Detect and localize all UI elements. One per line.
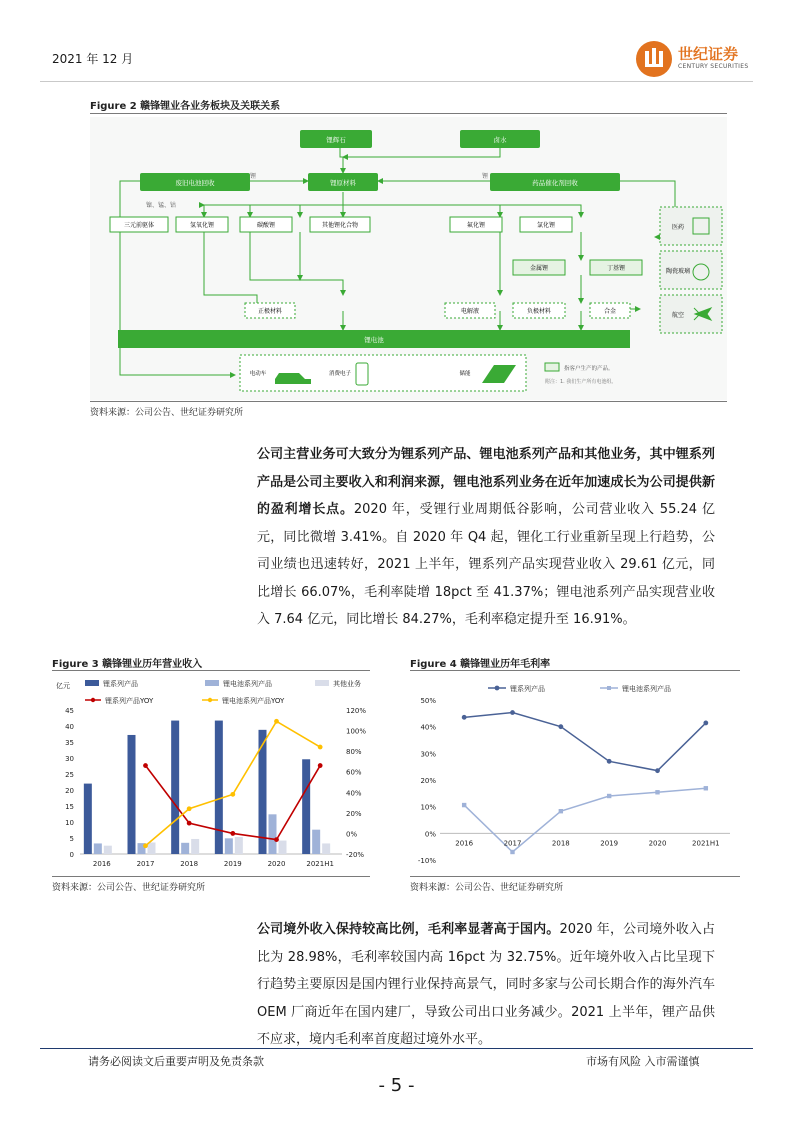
- figure-4-source: 资料来源：公司公告、世纪证券研究所: [410, 883, 564, 893]
- legend-note: 附注：1. 我们生产所有电池组。: [545, 379, 617, 385]
- node-butyllithium-label: 丁基锂: [606, 265, 626, 272]
- fig3-bar: [235, 837, 243, 854]
- fig4-xtick: 2021H1: [692, 839, 720, 848]
- side-panel-pharma: [660, 207, 722, 245]
- fig3-legend: [85, 679, 361, 705]
- figure-4-title: Figure 4 赣锋锂业历年毛利率: [410, 659, 551, 670]
- fig3-ytick-right: 0%: [346, 830, 358, 839]
- footer-risk-note: 市场有风险 入市需谨慎: [586, 1055, 700, 1068]
- footer-disclaimer: 请务必阅读文后重要声明及免责条款: [88, 1055, 264, 1068]
- paragraph-overseas-text: 2020 年，公司境外收入占比为 28.98%，毛利率较国内高 16pct 为 32.75%。近年境外收入占比呈现下行趋势主要原因是国内锂行业保持高景气，同时多家与公司长期合作的海外汽车 OEM 厂商近年在国内建厂，导致公司出口业务减少。2021 上半年，锂产品供不应求，境内毛利率首度超过境外水平。: [257, 922, 715, 1047]
- fig3-point: [274, 837, 279, 842]
- fig4-legend-label: 锂系列产品: [510, 685, 545, 693]
- fig3-point: [318, 763, 323, 768]
- fig3-ytick-left: 20: [65, 787, 74, 795]
- paragraph-main-business-text: 2020 年，受锂行业周期低谷影响，公司营业收入 55.24 亿元，同比微增 3.41%。自 2020 年 Q4 起，锂化工行业重新呈现上行趋势，公司业绩也迅速转好，2021 上半年，锂系列产品实现营业收入 29.61 亿元，同比增长 66.07%，毛利率陡增 18pct 至 41.37%；锂电池系列产品实现营业收入 7.64 亿元，同比增长 84.27%，毛利率稳定提升至 16.91%。: [257, 502, 715, 627]
- fig3-xtick: 2016: [92, 860, 111, 868]
- fig3-ytick-left: 30: [65, 755, 74, 763]
- fig4-point: [558, 724, 563, 729]
- fig3-bar: [302, 759, 310, 854]
- fig3-legend-label: 其他业务: [333, 680, 361, 688]
- logo-text-en: CENTURY SECURITIES: [678, 63, 749, 70]
- node-other-li-label: 其他锂化合物: [321, 222, 359, 229]
- node-li-metal-label: 金属锂: [529, 265, 549, 272]
- side-panels: [660, 207, 722, 333]
- paragraph-main-business: [257, 441, 715, 634]
- fig4-point: [462, 715, 467, 720]
- paragraph-overseas-bold: 公司境外收入保持较高比例，毛利率显著高于国内。: [257, 922, 560, 937]
- edge-label-li-2: 锂: [482, 173, 489, 180]
- fig4-point: [607, 759, 612, 764]
- fig4-legend-label: 锂电池系列产品: [622, 685, 671, 693]
- legend-swatch: [545, 363, 559, 371]
- fig4-xtick: 2018: [551, 839, 570, 848]
- fig3-ytick-right: 60%: [346, 768, 362, 777]
- fig3-bar: [84, 784, 92, 854]
- legend-text: 指客户生产的产品。: [564, 366, 614, 372]
- figure-4-chart: [410, 672, 740, 874]
- fig3-point: [230, 792, 235, 797]
- company-logo: [636, 41, 756, 81]
- node-battery-label: 锂电池: [364, 336, 384, 344]
- fig4-ytick: 40%: [420, 723, 436, 732]
- node-lithium-material-label: 锂原材料: [330, 179, 356, 187]
- side-label-aero: 航空: [671, 312, 685, 319]
- edge-label-ni-co-mn: 镍、锰、钴: [146, 202, 177, 209]
- figure-4-top-rule: [410, 670, 740, 671]
- fig3-point: [187, 806, 192, 811]
- fig3-bar: [181, 843, 189, 854]
- fig3-point: [230, 831, 235, 836]
- fig3-ytick-right: 100%: [346, 727, 367, 736]
- header-date: 2021 年 12 月: [52, 52, 134, 66]
- fig3-legend-swatch: [85, 680, 99, 686]
- fig4-point: [704, 786, 708, 790]
- fig4-ytick: 10%: [420, 803, 436, 812]
- figure-4-bottom-rule: [410, 876, 740, 877]
- fig3-ytick-left: 10: [65, 819, 74, 827]
- fig4-line: [464, 788, 706, 852]
- node-li2co3-label: 碳酸锂: [256, 222, 276, 229]
- fig4-point: [655, 768, 660, 773]
- fig4-legend-marker: [607, 686, 611, 690]
- fig3-xtick: 2021H1: [306, 860, 334, 868]
- fig3-xtick: 2017: [136, 860, 155, 868]
- fig4-point: [510, 710, 515, 715]
- figure-2-source: 资料来源：公司公告、世纪证券研究所: [90, 408, 244, 418]
- fig4-point: [703, 721, 708, 726]
- fig3-ytick-left: 40: [65, 723, 74, 731]
- fig4-point: [607, 794, 611, 798]
- fig4-xtick: 2019: [600, 839, 619, 848]
- side-label-glass: 陶瓷玻璃: [665, 268, 691, 275]
- fig4-xtick: 2016: [455, 839, 474, 848]
- header-divider: [40, 81, 753, 82]
- node-lif-label: 氟化锂: [466, 222, 486, 229]
- fig3-ytick-left: 25: [65, 771, 74, 779]
- fig3-ytick-left: 0: [69, 851, 74, 859]
- node-electrolyte-label: 电解液: [460, 308, 480, 315]
- fig3-legend-label: 锂电池系列产品: [223, 680, 272, 688]
- fig3-bar: [148, 842, 156, 854]
- fig3-ytick-left: 15: [65, 803, 74, 811]
- figure-3-top-rule: [52, 670, 370, 671]
- fig4-legend-marker: [495, 686, 500, 691]
- fig3-legend-dot: [208, 698, 212, 702]
- fig3-bar: [104, 846, 112, 854]
- fig4-ytick: -10%: [417, 857, 436, 865]
- node-lioh-label: 氢氧化锂: [189, 222, 215, 229]
- fig3-legend-dot: [91, 698, 95, 702]
- fig3-ytick-left: 45: [65, 707, 74, 715]
- fig4-ytick: 30%: [420, 750, 436, 759]
- edge-label-li-1: 锂: [250, 173, 257, 180]
- node-cathode-label: 正极材料: [257, 308, 283, 315]
- fig3-bar: [171, 721, 179, 854]
- footer-divider: [40, 1048, 753, 1049]
- fig3-point: [274, 719, 279, 724]
- fig3-xtick: 2019: [223, 860, 242, 868]
- fig3-bar: [128, 735, 136, 854]
- fig3-bar: [191, 839, 199, 854]
- fig3-point: [143, 763, 148, 768]
- fig3-legend-label: 锂系列产品YOY: [105, 697, 154, 705]
- node-brine-label: 卤水: [493, 136, 507, 144]
- fig3-legend-label: 锂系列产品: [103, 680, 138, 688]
- node-ternary-label: 三元前驱体: [123, 222, 155, 229]
- fig3-unit-label: 亿元: [56, 682, 70, 690]
- figure-3-bottom-rule: [52, 876, 370, 877]
- fig3-point: [318, 745, 323, 750]
- fig3-bar: [279, 841, 287, 854]
- fig3-ytick-right: 40%: [346, 789, 362, 798]
- node-alloy-label: 合金: [603, 308, 617, 315]
- paragraph-overseas: [257, 916, 715, 1054]
- node-waste-battery-label: 废旧电池回收: [175, 179, 215, 187]
- logo-text-cn: 世纪证券: [678, 45, 739, 63]
- bottom-label-consumer: 消费电子: [328, 371, 352, 377]
- fig3-legend-swatch: [315, 680, 329, 686]
- fig4-xtick: 2020: [648, 839, 667, 848]
- figure-2-bottom-rule: [90, 401, 727, 402]
- fig3-ytick-left: 5: [69, 835, 74, 843]
- node-anode-label: 负极材料: [526, 308, 552, 315]
- paragraph-main-business-bold: 公司主营业务可大致分为锂系列产品、锂电池系列产品和其他业务，其中锂系列产品是公司主要收入和利润来源，锂电池系列业务在近年加速成长为公司提供新的盈利增长点。: [257, 447, 715, 517]
- fig3-legend-label: 锂电池系列产品YOY: [222, 697, 285, 705]
- fig3-bar: [322, 843, 330, 854]
- fig4-ytick: 20%: [420, 777, 436, 785]
- fig3-point: [187, 821, 192, 826]
- figure-3-chart: [52, 672, 370, 874]
- fig4-xtick: 2017: [503, 839, 522, 848]
- fig3-ytick-right: 20%: [346, 809, 362, 818]
- bottom-label-ev: 电动车: [249, 371, 267, 377]
- fig4-point: [510, 850, 514, 854]
- fig3-bar: [94, 843, 102, 854]
- fig3-ytick-right: -20%: [346, 851, 365, 859]
- figure-2-flowchart: [90, 117, 727, 400]
- fig3-legend-swatch: [205, 680, 219, 686]
- fig3-bar: [312, 830, 320, 854]
- figure-2-top-rule: [90, 113, 727, 114]
- fig4-point: [655, 790, 659, 794]
- fig3-point: [143, 843, 148, 848]
- node-licl-label: 氯化锂: [536, 222, 556, 229]
- fig4-legend: [488, 684, 671, 693]
- logo-mark-icon: [636, 41, 672, 77]
- fig3-ytick-right: 120%: [346, 707, 367, 715]
- fig4-point: [462, 803, 466, 807]
- fig3-ytick-right: 80%: [346, 748, 362, 757]
- fig3-bar: [225, 838, 233, 854]
- fig4-ytick: 0%: [424, 830, 436, 839]
- fig4-line: [464, 713, 706, 771]
- fig3-bar: [215, 721, 223, 854]
- figure-3-source: 资料来源：公司公告、世纪证券研究所: [52, 883, 206, 893]
- node-spodumene-label: 锂辉石: [326, 136, 346, 144]
- node-catalyst-recycle-label: 药品催化剂回收: [532, 179, 578, 187]
- side-panel-aero: [660, 295, 722, 333]
- fig3-xtick: 2020: [267, 860, 286, 868]
- fig3-xtick: 2018: [180, 860, 199, 868]
- fig3-bar: [269, 814, 277, 854]
- bottom-label-storage: 储能: [459, 371, 471, 377]
- figure-3-title: Figure 3 赣锋锂业历年营业收入: [52, 659, 203, 670]
- fig3-ytick-left: 35: [65, 739, 74, 747]
- side-label-pharma: 医药: [671, 224, 685, 231]
- fig4-ytick: 50%: [420, 697, 436, 705]
- fig4-point: [559, 809, 563, 813]
- page-number: - 5 -: [378, 1075, 415, 1096]
- figure-2-title: Figure 2 赣锋锂业各业务板块及关联关系: [90, 101, 281, 112]
